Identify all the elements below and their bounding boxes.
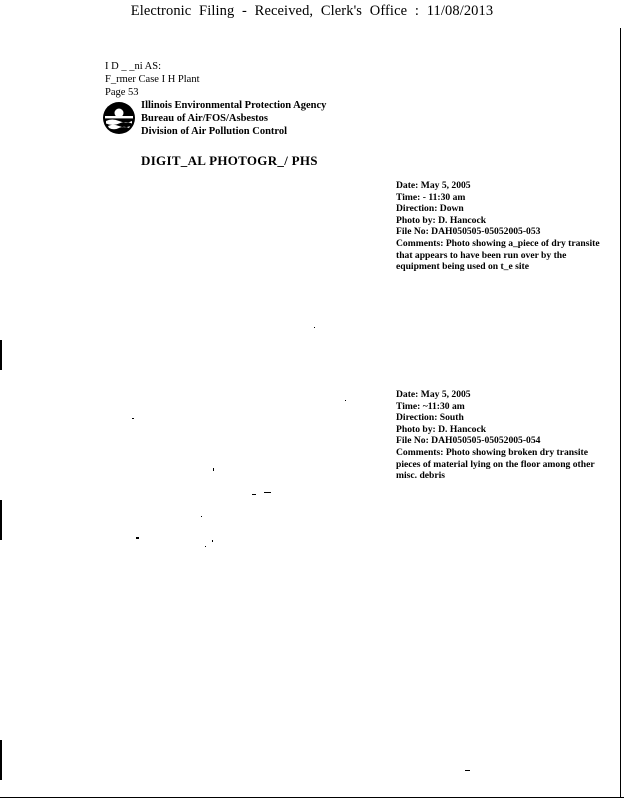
photo-date: Date: May 5, 2005 — [396, 180, 471, 191]
photo-time: Time: ~11:30 am — [396, 400, 465, 412]
photo-caption-1 — [396, 180, 608, 273]
photo-file-number: File No: DAH050505-05052005-054 — [396, 435, 541, 447]
photo-file-number: File No: DAH050505-05052005-053 — [396, 226, 541, 238]
scan-speck — [136, 537, 139, 539]
photo-time: Time: - 11:30 am — [396, 191, 466, 203]
scan-speck — [132, 418, 134, 419]
scan-speck — [264, 492, 271, 493]
header-line-1: I D _ _ni AS: — [105, 61, 162, 72]
header-page-number: Page 53 — [105, 87, 139, 98]
scan-edge-mark — [0, 340, 2, 370]
header-line-2: F_rmer Case I H Plant — [105, 74, 200, 85]
scan-speck — [345, 400, 346, 401]
photo-direction: Direction: South — [396, 412, 464, 424]
photo-author: Photo by: D. Hancock — [396, 214, 487, 226]
filing-stamp: Electronic Filing - Received, Clerk's Office : 11/08/2013 — [130, 3, 494, 19]
scan-speck — [212, 540, 213, 542]
division-name: Division of Air Pollution Control — [141, 126, 288, 137]
bureau-name: Bureau of Air/FOS/Asbestos — [141, 113, 268, 124]
photo-author: Photo by: D. Hancock — [396, 423, 487, 435]
epa-logo-icon — [101, 101, 137, 135]
scan-speck — [314, 327, 315, 328]
scan-speck — [213, 468, 214, 471]
scan-edge-bottom — [0, 797, 624, 798]
photo-direction: Direction: Down — [396, 203, 464, 215]
photo-caption-2 — [396, 389, 608, 482]
scan-edge-right — [620, 28, 621, 798]
scan-speck — [201, 516, 202, 517]
agency-name: Illinois Environmental Protection Agency — [141, 100, 327, 111]
page-title: DIGIT_AL PHOTOGR_/ PHS — [141, 153, 318, 168]
photo-comments: Comments: Photo showing broken dry transite pieces of material lying on the floor among other misc. debris — [396, 446, 595, 482]
scan-speck — [465, 770, 470, 771]
scan-speck — [205, 546, 206, 547]
photo-comments: Comments: Photo showing a_piece of dry transite that appears to have been run over by the equipment being used on t_e site — [396, 237, 600, 273]
scan-speck — [252, 494, 256, 495]
scan-edge-mark — [0, 740, 2, 780]
scan-edge-mark — [0, 500, 2, 540]
photo-date: Date: May 5, 2005 — [396, 389, 471, 400]
